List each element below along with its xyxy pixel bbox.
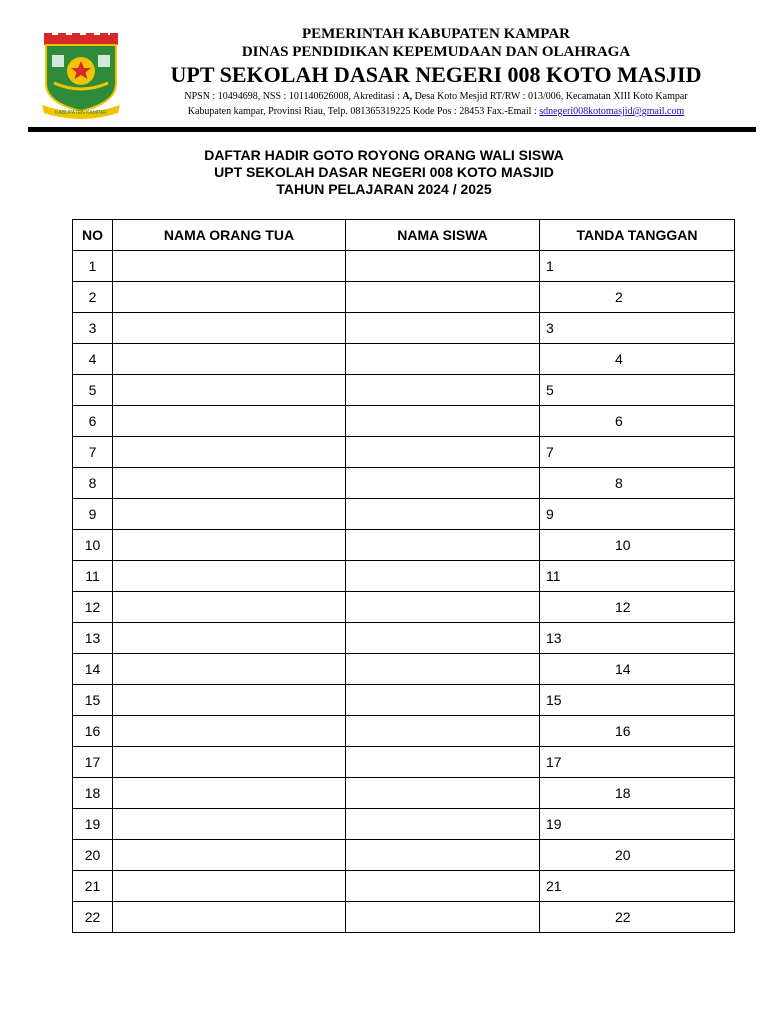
parent-name-cell[interactable] bbox=[113, 902, 346, 933]
parent-name-cell[interactable] bbox=[113, 282, 346, 313]
parent-name-cell[interactable] bbox=[113, 623, 346, 654]
parent-name-cell[interactable] bbox=[113, 809, 346, 840]
signature-cell[interactable] bbox=[540, 499, 735, 530]
signature-number: 6 bbox=[615, 413, 623, 429]
document-title bbox=[0, 147, 768, 198]
row-number: 3 bbox=[73, 313, 113, 344]
student-name-cell[interactable] bbox=[346, 902, 540, 933]
signature-number: 11 bbox=[546, 568, 561, 584]
signature-cell[interactable] bbox=[540, 902, 735, 933]
signature-cell[interactable] bbox=[540, 840, 735, 871]
row-number: 21 bbox=[73, 871, 113, 902]
parent-name-cell[interactable] bbox=[113, 530, 346, 561]
student-name-cell[interactable] bbox=[346, 375, 540, 406]
parent-name-cell[interactable] bbox=[113, 406, 346, 437]
student-name-cell[interactable] bbox=[346, 344, 540, 375]
row-number: 14 bbox=[73, 654, 113, 685]
student-name-cell[interactable] bbox=[346, 778, 540, 809]
parent-name-cell[interactable] bbox=[113, 778, 346, 809]
row-number: 18 bbox=[73, 778, 113, 809]
parent-name-cell[interactable] bbox=[113, 747, 346, 778]
signature-number: 8 bbox=[615, 475, 623, 491]
table-row bbox=[73, 375, 735, 406]
student-name-cell[interactable] bbox=[346, 654, 540, 685]
student-name-cell[interactable] bbox=[346, 716, 540, 747]
table-row bbox=[73, 499, 735, 530]
parent-name-cell[interactable] bbox=[113, 313, 346, 344]
parent-name-cell[interactable] bbox=[113, 654, 346, 685]
student-name-cell[interactable] bbox=[346, 406, 540, 437]
table-row bbox=[73, 778, 735, 809]
signature-number: 22 bbox=[615, 909, 631, 925]
signature-number: 14 bbox=[615, 661, 631, 677]
table-row bbox=[73, 468, 735, 499]
student-name-cell[interactable] bbox=[346, 561, 540, 592]
header-signature: TANDA TANGGAN bbox=[540, 220, 735, 251]
signature-cell[interactable] bbox=[540, 313, 735, 344]
letterhead bbox=[122, 26, 750, 118]
student-name-cell[interactable] bbox=[346, 747, 540, 778]
title-line-1: DAFTAR HADIR GOTO ROYONG ORANG WALI SISWA bbox=[204, 147, 564, 163]
table-row bbox=[73, 313, 735, 344]
school-name: UPT SEKOLAH DASAR NEGERI 008 KOTO MASJID bbox=[170, 62, 702, 87]
header-student-name: NAMA SISWA bbox=[346, 220, 540, 251]
signature-cell[interactable] bbox=[540, 716, 735, 747]
signature-number: 10 bbox=[615, 537, 631, 553]
student-name-cell[interactable] bbox=[346, 468, 540, 499]
table-row bbox=[73, 437, 735, 468]
signature-number: 17 bbox=[546, 754, 562, 770]
signature-cell[interactable] bbox=[540, 561, 735, 592]
parent-name-cell[interactable] bbox=[113, 871, 346, 902]
header-no: NO bbox=[73, 220, 113, 251]
table-row bbox=[73, 716, 735, 747]
row-number: 22 bbox=[73, 902, 113, 933]
email-link[interactable]: sdnegeri008kotomasjid@gmail.com bbox=[539, 106, 685, 117]
table-row bbox=[73, 685, 735, 716]
signature-cell[interactable] bbox=[540, 654, 735, 685]
table-row bbox=[73, 871, 735, 902]
letterhead-divider bbox=[28, 127, 756, 132]
table-row bbox=[73, 902, 735, 933]
signature-cell[interactable] bbox=[540, 406, 735, 437]
parent-name-cell[interactable] bbox=[113, 716, 346, 747]
table-row bbox=[73, 654, 735, 685]
student-name-cell[interactable] bbox=[346, 437, 540, 468]
student-name-cell[interactable] bbox=[346, 623, 540, 654]
row-number: 2 bbox=[73, 282, 113, 313]
table-row bbox=[73, 530, 735, 561]
student-name-cell[interactable] bbox=[346, 685, 540, 716]
signature-cell[interactable] bbox=[540, 251, 735, 282]
signature-number: 12 bbox=[615, 599, 631, 615]
address-line-2: Kabupaten kampar, Provinsi Riau, Telp. 081365319225 Kode Pos : 28453 Fax.-Email : sdnegeri008kotomasjid@gmail.com bbox=[187, 106, 685, 117]
student-name-cell[interactable] bbox=[346, 499, 540, 530]
row-number: 20 bbox=[73, 840, 113, 871]
row-number: 1 bbox=[73, 251, 113, 282]
signature-cell[interactable] bbox=[540, 375, 735, 406]
signature-cell[interactable] bbox=[540, 282, 735, 313]
title-line-3: TAHUN PELAJARAN 2024 / 2025 bbox=[276, 181, 492, 197]
table-row bbox=[73, 623, 735, 654]
row-number: 16 bbox=[73, 716, 113, 747]
row-number: 17 bbox=[73, 747, 113, 778]
student-name-cell[interactable] bbox=[346, 530, 540, 561]
address-line-1: NPSN : 10494698, NSS : 101140626008, Akreditasi : A, Desa Koto Mesjid RT/RW : 013/006, Kecamatan XIII Koto Kampar bbox=[184, 91, 688, 102]
signature-cell[interactable] bbox=[540, 747, 735, 778]
table-row bbox=[73, 251, 735, 282]
signature-cell[interactable] bbox=[540, 592, 735, 623]
row-number: 19 bbox=[73, 809, 113, 840]
signature-cell[interactable] bbox=[540, 871, 735, 902]
kampar-regency-logo bbox=[40, 33, 122, 119]
department-name: DINAS PENDIDIKAN KEPEMUDAAN DAN OLAHRAGA bbox=[241, 44, 631, 60]
signature-number: 5 bbox=[546, 382, 554, 398]
signature-number: 18 bbox=[615, 785, 631, 801]
signature-number: 7 bbox=[546, 444, 554, 460]
student-name-cell[interactable] bbox=[346, 809, 540, 840]
signature-number: 20 bbox=[615, 847, 631, 863]
table-row bbox=[73, 561, 735, 592]
logo-banner-text: KABUPATEN KAMPAR bbox=[55, 110, 107, 116]
signature-number: 13 bbox=[546, 630, 562, 646]
signature-cell[interactable] bbox=[540, 344, 735, 375]
table-row bbox=[73, 344, 735, 375]
signature-cell[interactable] bbox=[540, 530, 735, 561]
row-number: 10 bbox=[73, 530, 113, 561]
student-name-cell[interactable] bbox=[346, 313, 540, 344]
title-line-2: UPT SEKOLAH DASAR NEGERI 008 KOTO MASJID bbox=[214, 164, 554, 180]
parent-name-cell[interactable] bbox=[113, 437, 346, 468]
parent-name-cell[interactable] bbox=[113, 592, 346, 623]
row-number: 8 bbox=[73, 468, 113, 499]
header-parent-name: NAMA ORANG TUA bbox=[113, 220, 346, 251]
signature-number: 3 bbox=[546, 320, 554, 336]
signature-number: 15 bbox=[546, 692, 562, 708]
student-name-cell[interactable] bbox=[346, 282, 540, 313]
signature-cell[interactable] bbox=[540, 809, 735, 840]
parent-name-cell[interactable] bbox=[113, 375, 346, 406]
signature-number: 1 bbox=[546, 258, 554, 274]
parent-name-cell[interactable] bbox=[113, 468, 346, 499]
signature-cell[interactable] bbox=[540, 623, 735, 654]
row-number: 5 bbox=[73, 375, 113, 406]
row-number: 4 bbox=[73, 344, 113, 375]
student-name-cell[interactable] bbox=[346, 871, 540, 902]
parent-name-cell[interactable] bbox=[113, 251, 346, 282]
parent-name-cell[interactable] bbox=[113, 561, 346, 592]
table-row bbox=[73, 809, 735, 840]
government-name: PEMERINTAH KABUPATEN KAMPAR bbox=[301, 26, 571, 42]
table-row bbox=[73, 282, 735, 313]
signature-number: 4 bbox=[615, 351, 623, 367]
row-number: 13 bbox=[73, 623, 113, 654]
signature-number: 21 bbox=[546, 878, 562, 894]
attendance-table bbox=[72, 219, 735, 933]
row-number: 15 bbox=[73, 685, 113, 716]
signature-cell[interactable] bbox=[540, 437, 735, 468]
table-row bbox=[73, 747, 735, 778]
parent-name-cell[interactable] bbox=[113, 840, 346, 871]
table-row bbox=[73, 840, 735, 871]
row-number: 7 bbox=[73, 437, 113, 468]
parent-name-cell[interactable] bbox=[113, 499, 346, 530]
signature-cell[interactable] bbox=[540, 468, 735, 499]
signature-cell[interactable] bbox=[540, 685, 735, 716]
row-number: 6 bbox=[73, 406, 113, 437]
row-number: 11 bbox=[73, 561, 113, 592]
table-row bbox=[73, 406, 735, 437]
parent-name-cell[interactable] bbox=[113, 685, 346, 716]
signature-number: 2 bbox=[615, 289, 623, 305]
row-number: 9 bbox=[73, 499, 113, 530]
student-name-cell[interactable] bbox=[346, 592, 540, 623]
table-row bbox=[73, 592, 735, 623]
signature-number: 19 bbox=[546, 816, 562, 832]
row-number: 12 bbox=[73, 592, 113, 623]
signature-number: 9 bbox=[546, 506, 554, 522]
table-header-row bbox=[73, 220, 735, 251]
student-name-cell[interactable] bbox=[346, 251, 540, 282]
signature-number: 16 bbox=[615, 723, 631, 739]
parent-name-cell[interactable] bbox=[113, 344, 346, 375]
student-name-cell[interactable] bbox=[346, 840, 540, 871]
signature-cell[interactable] bbox=[540, 778, 735, 809]
